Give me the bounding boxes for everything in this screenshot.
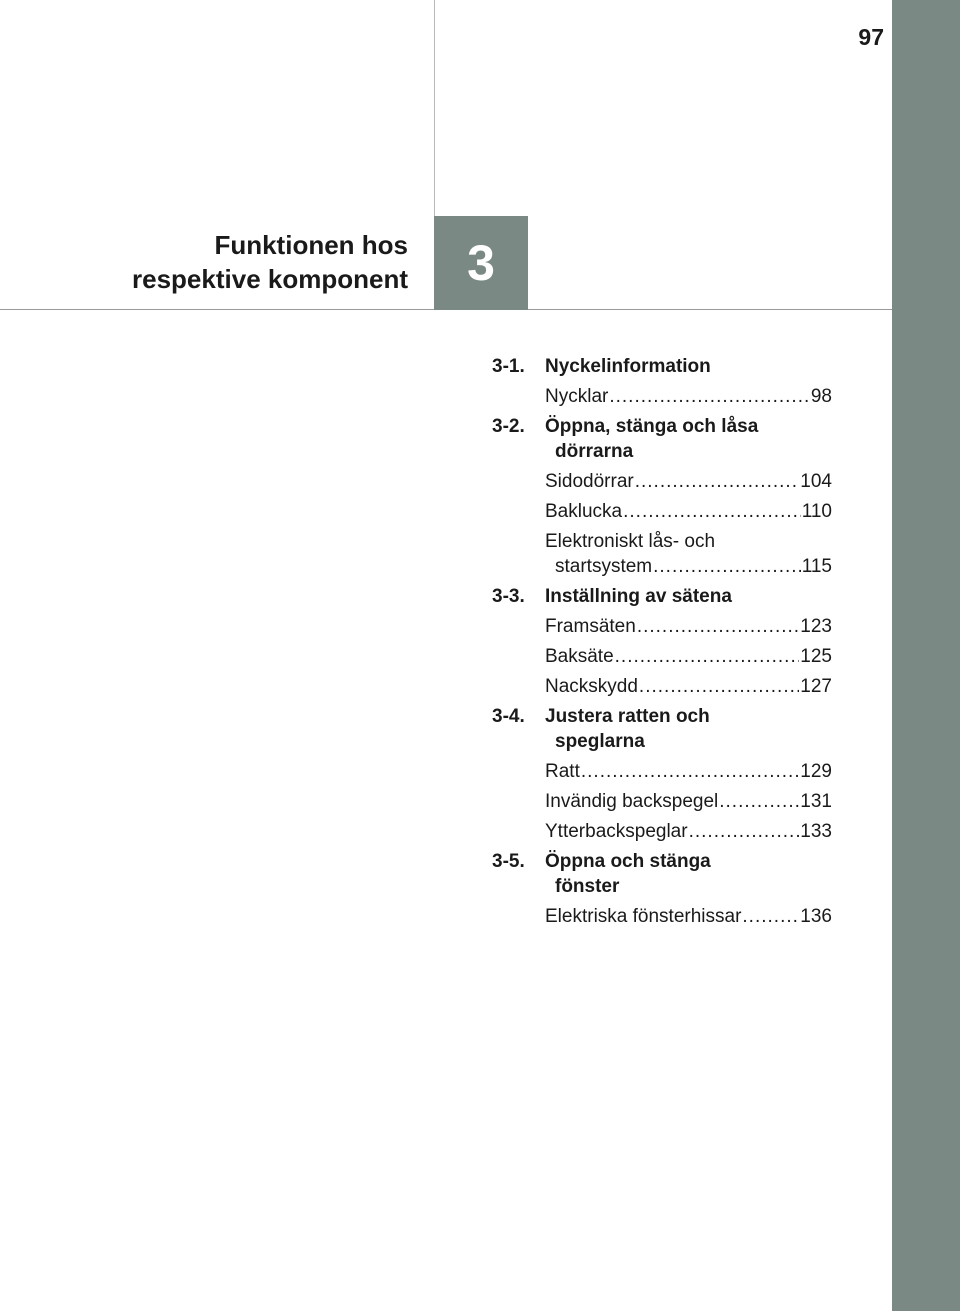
entry-label: Baklucka bbox=[545, 501, 623, 522]
dot-leader bbox=[581, 759, 799, 784]
section-number: 3-3. bbox=[492, 586, 525, 607]
toc-entry[interactable] bbox=[492, 904, 832, 929]
entry-label-line: Elektroniskt lås- och bbox=[545, 531, 716, 552]
section-number: 3-5. bbox=[492, 851, 525, 872]
toc-entry[interactable] bbox=[492, 529, 832, 579]
entry-page-number: 133 bbox=[800, 821, 832, 842]
section-heading[interactable] bbox=[492, 704, 832, 754]
entry-label: Nackskydd bbox=[545, 676, 638, 697]
entry-label: Framsäten bbox=[545, 616, 636, 637]
entry-label: Invändig backspegel bbox=[545, 791, 719, 812]
entry-label: Ytterbackspeglar bbox=[545, 821, 688, 842]
dot-leader bbox=[609, 384, 810, 409]
chapter-title bbox=[132, 228, 408, 296]
toc-entry[interactable] bbox=[492, 759, 832, 784]
dot-leader bbox=[639, 674, 799, 699]
dot-leader bbox=[719, 789, 799, 814]
section-title-line: dörrarna bbox=[555, 441, 634, 462]
entry-label: startsystem bbox=[555, 556, 653, 577]
section-number: 3-2. bbox=[492, 416, 525, 437]
section-title-line: Justera ratten och bbox=[545, 706, 710, 727]
vertical-divider bbox=[434, 0, 435, 216]
dot-leader bbox=[615, 644, 800, 669]
section-number: 3-4. bbox=[492, 706, 525, 727]
entry-label: Baksäte bbox=[545, 646, 614, 667]
toc-entry[interactable] bbox=[492, 644, 832, 669]
toc-section bbox=[492, 354, 832, 409]
toc-entry[interactable] bbox=[492, 789, 832, 814]
toc-entry[interactable] bbox=[492, 819, 832, 844]
entry-page-number: 123 bbox=[800, 616, 832, 637]
section-heading[interactable] bbox=[492, 414, 832, 464]
toc-section bbox=[492, 704, 832, 844]
section-number: 3-1. bbox=[492, 356, 525, 377]
entry-label: Elektriska fönsterhissar bbox=[545, 906, 742, 927]
chapter-number-box bbox=[434, 216, 528, 310]
entry-page-number: 127 bbox=[800, 676, 832, 697]
entry-page-number: 98 bbox=[810, 386, 832, 407]
toc-entry[interactable] bbox=[492, 674, 832, 699]
entry-label: Nycklar bbox=[545, 386, 609, 407]
section-title-line: Öppna och stänga bbox=[545, 851, 711, 872]
entry-page-number: 131 bbox=[800, 791, 832, 812]
entry-label: Sidodörrar bbox=[545, 471, 634, 492]
entry-page-number: 129 bbox=[800, 761, 832, 782]
toc-section bbox=[492, 584, 832, 699]
entry-page-number: 115 bbox=[801, 556, 832, 577]
section-title-line: Nyckelinformation bbox=[545, 356, 711, 377]
dot-leader bbox=[637, 614, 799, 639]
section-heading[interactable] bbox=[492, 584, 832, 609]
toc-section bbox=[492, 414, 832, 579]
section-title-line: speglarna bbox=[555, 731, 645, 752]
section-heading[interactable] bbox=[492, 354, 832, 379]
dot-leader bbox=[653, 554, 801, 579]
toc-entry[interactable] bbox=[492, 614, 832, 639]
side-tab-bar bbox=[892, 0, 960, 1311]
entry-page-number: 104 bbox=[800, 471, 832, 492]
dot-leader bbox=[623, 499, 801, 524]
dot-leader bbox=[689, 819, 800, 844]
section-title-line: Inställning av sätena bbox=[545, 586, 732, 607]
chapter-title-line: Funktionen hos bbox=[214, 230, 408, 260]
toc-entry[interactable] bbox=[492, 384, 832, 409]
section-heading[interactable] bbox=[492, 849, 832, 899]
table-of-contents bbox=[492, 354, 832, 934]
section-title-line: Öppna, stänga och låsa bbox=[545, 416, 759, 437]
entry-page-number: 110 bbox=[801, 501, 832, 522]
toc-entry[interactable] bbox=[492, 499, 832, 524]
entry-label: Ratt bbox=[545, 761, 580, 782]
entry-page-number: 136 bbox=[800, 906, 832, 927]
entry-page-number: 125 bbox=[800, 646, 832, 667]
chapter-number: 3 bbox=[467, 235, 495, 291]
chapter-title-line: respektive komponent bbox=[132, 264, 408, 294]
dot-leader bbox=[742, 904, 799, 929]
toc-entry[interactable] bbox=[492, 469, 832, 494]
toc-section bbox=[492, 849, 832, 929]
dot-leader bbox=[635, 469, 800, 494]
section-title-line: fönster bbox=[555, 876, 620, 897]
page-number: 97 bbox=[858, 24, 884, 50]
